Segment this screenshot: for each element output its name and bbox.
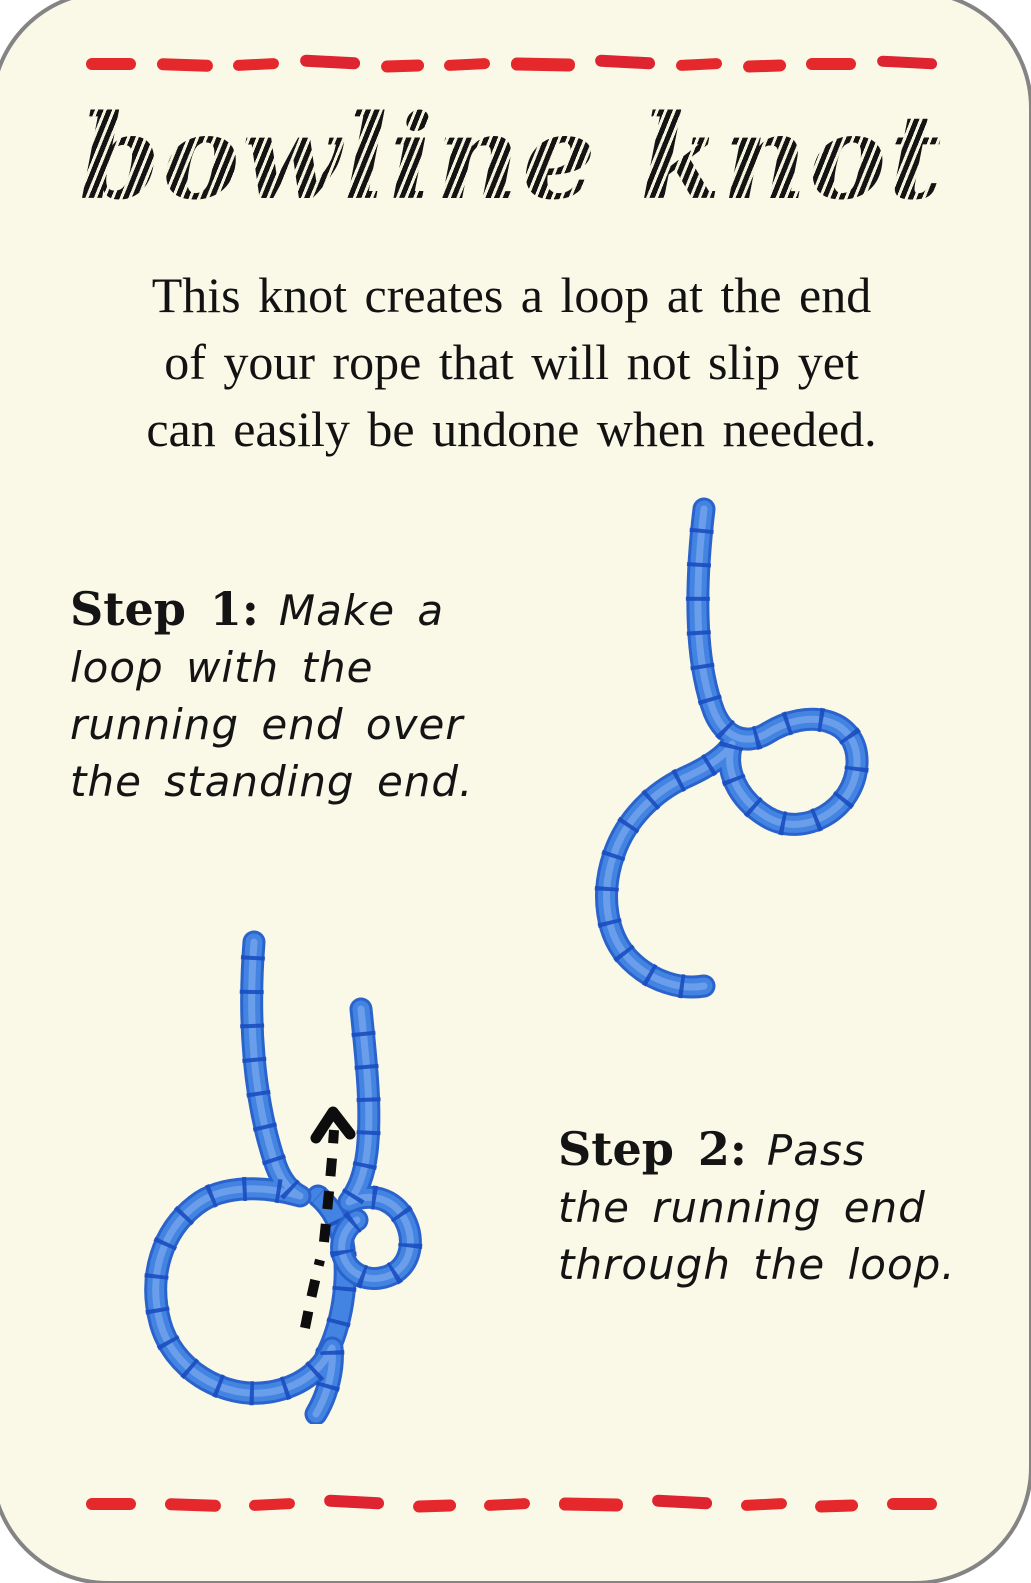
bottom-dashed-border xyxy=(86,1496,937,1512)
step-1-line: the standing end. xyxy=(70,757,474,806)
top-dashed-border xyxy=(86,56,937,72)
red-dash xyxy=(676,57,723,70)
description-line: can easily be undone when needed. xyxy=(146,401,877,457)
red-dash xyxy=(652,1494,713,1509)
rope-step1 xyxy=(607,509,857,987)
page-title: bowline knot xyxy=(0,90,1029,226)
step-1-line xyxy=(70,582,445,639)
description-line: This knot creates a loop at the end xyxy=(151,267,872,323)
step-1-line: running end over xyxy=(70,700,464,749)
rope-step2 xyxy=(156,942,411,1414)
red-dash xyxy=(300,54,361,69)
red-dash xyxy=(740,1497,787,1510)
red-dash xyxy=(86,58,136,70)
red-dash xyxy=(380,59,423,72)
step-1-line: loop with the xyxy=(70,643,374,692)
step-2-line: the running end xyxy=(558,1183,926,1232)
knot-description xyxy=(0,262,1029,463)
red-dash xyxy=(249,1497,296,1510)
red-dash xyxy=(511,57,575,71)
red-dash xyxy=(444,57,491,70)
step-1-label: Step 1: xyxy=(70,582,259,636)
red-dash xyxy=(164,1498,220,1512)
red-dash xyxy=(742,59,785,72)
red-dash xyxy=(595,54,656,69)
step-1-rope-illustration xyxy=(554,474,974,1014)
step-2-line xyxy=(558,1122,958,1179)
red-dash xyxy=(86,1498,136,1510)
step-2-text-fragment: Pass xyxy=(766,1126,866,1175)
step-1-text-fragment: Make a xyxy=(278,586,445,635)
description-line: of your rope that will not slip yet xyxy=(164,334,859,390)
step-2-instructions xyxy=(558,1122,958,1293)
step-2-line: through the loop. xyxy=(558,1240,956,1289)
step-2-rope-illustration xyxy=(114,924,534,1424)
red-dash xyxy=(484,1497,531,1510)
red-dash xyxy=(877,55,937,69)
red-dash xyxy=(233,57,280,70)
red-dash xyxy=(815,1499,858,1512)
red-dash xyxy=(324,1494,385,1509)
red-dash xyxy=(559,1497,623,1511)
red-dash xyxy=(156,58,212,72)
red-dash xyxy=(806,58,856,70)
red-dash xyxy=(887,1498,937,1510)
step-1-instructions xyxy=(70,582,474,810)
red-dash xyxy=(413,1499,456,1512)
step-2-label: Step 2: xyxy=(558,1122,747,1176)
